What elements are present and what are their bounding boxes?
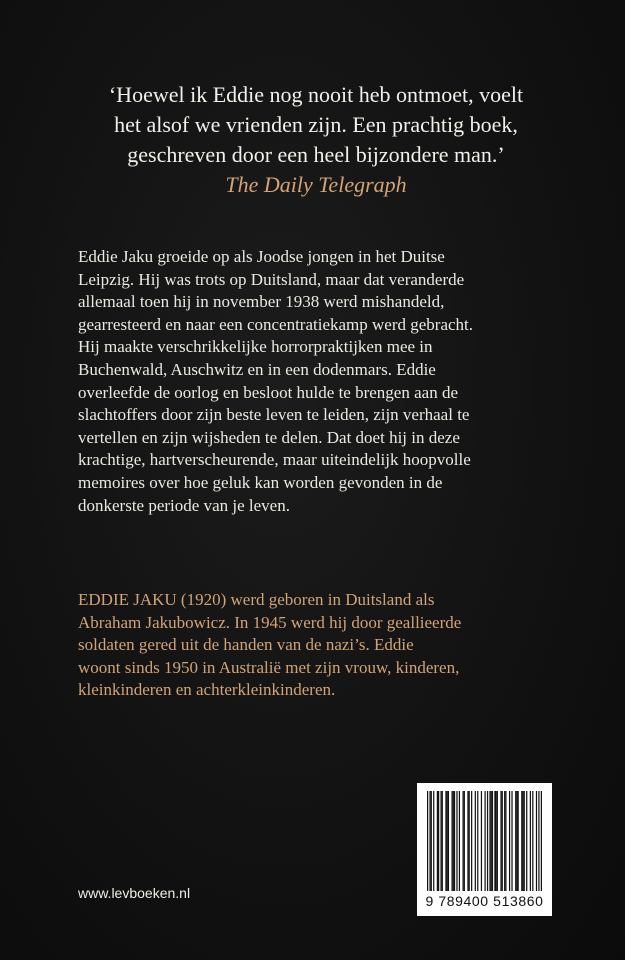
bio-line: EDDIE JAKU (1920) werd geboren in Duitsland als	[78, 590, 435, 609]
blurb-line: Hij maakte verschrikkelijke horrorpraktijken mee in	[78, 337, 433, 357]
barcode-bars	[427, 791, 542, 891]
blurb-line: allemaal toen hij in november 1938 werd mishandeld,	[78, 292, 445, 312]
blurb-line: Leipzig. Hij was trots op Duitsland, maar dat veranderde	[78, 269, 465, 289]
blurb-line: overleefde de oorlog en besloot hulde te brengen aan de	[78, 382, 458, 402]
bio-line: kleinkinderen en achterkleinkinderen.	[78, 680, 336, 700]
blurb-line: Buchenwald, Auschwitz en in een dodenmars. Eddie	[78, 359, 436, 379]
blurb-line: krachtige, hartverscheurende, maar uiteindelijk hoopvolle	[78, 450, 471, 470]
blurb-line: donkerste periode van je leven.	[78, 495, 290, 515]
quote-line: geschreven door een heel bijzondere man.’	[127, 142, 505, 167]
bio-line: Abraham Jakubowicz. In 1945 werd hij door geallieerde	[78, 612, 462, 632]
publisher-website[interactable]: www.levboeken.nl	[78, 885, 191, 901]
book-blurb	[78, 246, 578, 517]
bio-line: woont sinds 1950 in Australië met zijn vrouw, kinderen,	[78, 657, 460, 677]
review-quote	[60, 80, 572, 200]
quote-line: het alsof we vrienden zijn. Een prachtig boek,	[114, 112, 518, 137]
isbn-number: 9 789400 513860	[425, 893, 544, 909]
author-bio	[78, 589, 578, 702]
bio-line: soldaten gered uit de handen van de nazi’s. Eddie	[78, 635, 414, 655]
blurb-line: gearresteerd en naar een concentratiekamp werd gebracht.	[78, 314, 474, 334]
blurb-line: vertellen en zijn wijsheden te delen. Dat doet hij in deze	[78, 427, 460, 447]
blurb-line: memoires over hoe geluk kan worden gevonden in de	[78, 472, 443, 492]
blurb-line: slachtoffers door zijn beste leven te leiden, zijn verhaal te	[78, 405, 470, 425]
blurb-line: Eddie Jaku groeide op als Joodse jongen in het Duitse	[78, 247, 445, 266]
quote-source: The Daily Telegraph	[225, 172, 407, 197]
quote-line: ‘Hoewel ik Eddie nog nooit heb ontmoet, voelt	[108, 82, 524, 107]
isbn-barcode	[417, 783, 552, 916]
